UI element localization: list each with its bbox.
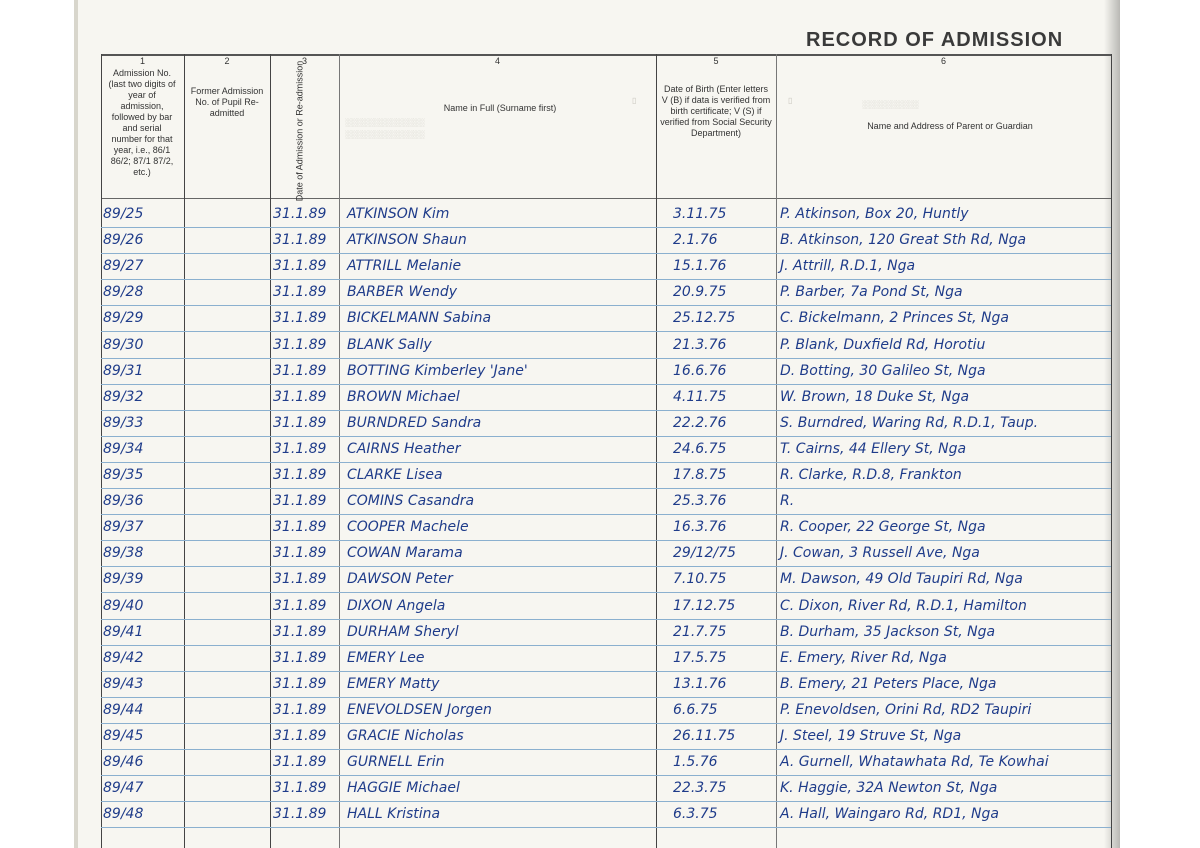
bleed-through-mark: ░░░░░░░░░░ (862, 100, 919, 109)
table-row (101, 646, 1111, 672)
table-row (101, 463, 1111, 489)
admission-date: 31.1.89 (273, 754, 327, 771)
date-of-birth: 13.1.76 (673, 675, 727, 692)
admission-date: 31.1.89 (273, 519, 327, 536)
table-row (101, 567, 1111, 593)
admission-no: 89/42 (103, 649, 144, 666)
pupil-name: COMINS Casandra (347, 493, 475, 510)
admission-date: 31.1.89 (273, 310, 327, 327)
column-number: 5 (713, 56, 719, 66)
date-of-birth: 2.1.76 (673, 232, 718, 249)
date-of-birth: 22.3.75 (673, 780, 727, 797)
admission-no: 89/41 (103, 623, 144, 640)
admission-no: 89/47 (103, 780, 144, 797)
pupil-name: COWAN Marama (347, 545, 463, 562)
admission-date: 31.1.89 (273, 362, 327, 379)
admission-no: 89/27 (103, 258, 144, 275)
table-row (101, 489, 1111, 515)
parent-address: A. Gurnell, Whatawhata Rd, Te Kowhai (780, 754, 1049, 771)
pupil-name: BURNDRED Sandra (347, 414, 482, 431)
date-of-birth: 6.3.75 (673, 806, 718, 823)
pupil-name: GURNELL Erin (347, 754, 445, 771)
parent-address: S. Burndred, Waring Rd, R.D.1, Taup. (780, 414, 1039, 431)
admission-no: 89/44 (103, 701, 144, 718)
pupil-name: GRACIE Nicholas (347, 728, 464, 744)
parent-address: P. Atkinson, Box 20, Huntly (780, 206, 969, 222)
pupil-name: COOPER Machele (347, 519, 469, 536)
column-number: 1 (139, 56, 145, 66)
bleed-through-mark: ▯ (632, 96, 637, 105)
parent-address: P. Enevoldsen, Orini Rd, RD2 Taupiri (780, 701, 1032, 718)
admission-no: 89/32 (103, 388, 144, 405)
table-row (101, 359, 1111, 385)
admission-date: 31.1.89 (273, 284, 327, 301)
parent-address: T. Cairns, 44 Ellery St, Nga (780, 440, 967, 457)
date-of-birth: 6.6.75 (673, 701, 718, 718)
admission-no: 89/26 (103, 232, 144, 249)
table-row (101, 776, 1111, 802)
admission-no: 89/31 (103, 362, 144, 379)
date-of-birth: 17.5.75 (673, 649, 727, 666)
column-heading-former-admission-no: Former Admission No. of Pupil Re-admitted (190, 86, 264, 118)
pupil-name: BROWN Michael (347, 388, 460, 405)
column-number: 4 (494, 56, 500, 66)
admission-date: 31.1.89 (273, 493, 327, 510)
column-heading-parent: Name and Address of Parent or Guardian (867, 121, 1033, 131)
column-rule (1111, 54, 1112, 848)
date-of-birth: 24.6.75 (673, 440, 727, 457)
parent-address: C. Bickelmann, 2 Princes St, Nga (780, 310, 1009, 327)
column-number: 2 (224, 56, 230, 66)
parent-address: P. Blank, Duxfield Rd, Horotiu (780, 336, 986, 353)
admission-no: 89/46 (103, 754, 144, 771)
pupil-name: BLANK Sally (347, 336, 432, 353)
date-of-birth: 25.3.76 (673, 493, 727, 510)
parent-address: J. Cowan, 3 Russell Ave, Nga (780, 545, 980, 562)
table-row (101, 515, 1111, 541)
parent-address: R. Cooper, 22 George St, Nga (780, 519, 986, 536)
parent-address: J. Attrill, R.D.1, Nga (780, 258, 916, 275)
date-of-birth: 26.11.75 (673, 728, 736, 744)
date-of-birth: 29/12/75 (673, 545, 736, 562)
pupil-name: DURHAM Sheryl (347, 623, 459, 640)
date-of-birth: 7.10.75 (673, 571, 727, 588)
admission-no: 89/34 (103, 440, 144, 457)
admission-date: 31.1.89 (273, 258, 327, 275)
admission-no: 89/25 (103, 206, 144, 222)
table-row (101, 202, 1111, 228)
parent-address: P. Barber, 7a Pond St, Nga (780, 284, 963, 301)
admission-no: 89/40 (103, 597, 144, 614)
admission-date: 31.1.89 (273, 701, 327, 718)
column-heading-date-of-birth: Date of Birth (Enter letters V (B) if data is verified from birth certificate; V (S) if verified from Social Security Department) (660, 84, 772, 138)
bleed-through-mark: ░░░░░░░░░░░░░░ (345, 118, 425, 127)
admission-date: 31.1.89 (273, 571, 327, 588)
date-of-birth: 20.9.75 (673, 284, 727, 301)
table-row (101, 541, 1111, 567)
pupil-name: ENEVOLDSEN Jorgen (347, 701, 492, 718)
admission-no: 89/43 (103, 675, 144, 692)
admission-date: 31.1.89 (273, 467, 327, 483)
pupil-name: HAGGIE Michael (347, 780, 460, 797)
admission-no: 89/48 (103, 806, 144, 823)
admission-date: 31.1.89 (273, 414, 327, 431)
bleed-through-mark: ░░░░░░░░░░░░░░ (345, 130, 425, 139)
column-heading-date-admission-wrap (289, 60, 311, 202)
parent-address: W. Brown, 18 Duke St, Nga (780, 388, 970, 405)
admission-no: 89/28 (103, 284, 144, 301)
admission-date: 31.1.89 (273, 232, 327, 249)
column-heading-admission-no: Admission No. (last two digits of year of admission, followed by bar and serial number for that year, i.e., 86/1 86/2; 87/1 87/2, etc.) (108, 68, 176, 177)
admission-date: 31.1.89 (273, 806, 327, 823)
row-rule (101, 827, 1111, 828)
pupil-name: DAWSON Peter (347, 571, 453, 588)
pupil-name: HALL Kristina (347, 806, 441, 823)
parent-address: B. Emery, 21 Peters Place, Nga (780, 675, 997, 692)
admission-no: 89/39 (103, 571, 144, 588)
table-row (101, 306, 1111, 332)
parent-address: E. Emery, River Rd, Nga (780, 649, 947, 666)
column-number: 3 (301, 56, 307, 66)
parent-address: D. Botting, 30 Galileo St, Nga (780, 362, 986, 379)
date-of-birth: 22.2.76 (673, 414, 727, 431)
header-bottom-rule (101, 198, 1111, 199)
pupil-name: EMERY Matty (347, 675, 440, 692)
admission-no: 89/35 (103, 467, 144, 483)
parent-address: B. Atkinson, 120 Great Sth Rd, Nga (780, 232, 1027, 249)
parent-address: C. Dixon, River Rd, R.D.1, Hamilton (780, 597, 1027, 614)
table-row (101, 411, 1111, 437)
table-row (101, 228, 1111, 254)
date-of-birth: 17.8.75 (673, 467, 727, 483)
column-heading-name: Name in Full (Surname first) (443, 103, 557, 113)
table-row (101, 437, 1111, 463)
admission-date: 31.1.89 (273, 545, 327, 562)
date-of-birth: 16.6.76 (673, 362, 727, 379)
table-row (101, 724, 1111, 750)
table-row (101, 698, 1111, 724)
admission-date: 31.1.89 (273, 336, 327, 353)
page-spine (74, 0, 78, 848)
table-row (101, 280, 1111, 306)
admission-no: 89/37 (103, 519, 144, 536)
admission-date: 31.1.89 (273, 728, 327, 744)
admission-date: 31.1.89 (273, 623, 327, 640)
column-number: 6 (940, 56, 946, 66)
admission-date: 31.1.89 (273, 597, 327, 614)
table-row (101, 594, 1111, 620)
admission-no: 89/38 (103, 545, 144, 562)
date-of-birth: 15.1.76 (673, 258, 727, 275)
column-heading-date-admission: Date of Admission or Re-admission (294, 60, 305, 202)
admission-no: 89/30 (103, 336, 144, 353)
page-title: RECORD OF ADMISSION (806, 29, 1064, 51)
pupil-name: ATTRILL Melanie (347, 258, 462, 275)
admission-date: 31.1.89 (273, 649, 327, 666)
parent-address: R. (780, 493, 795, 510)
parent-address: A. Hall, Waingaro Rd, RD1, Nga (780, 806, 999, 823)
admission-no: 89/33 (103, 414, 144, 431)
date-of-birth: 21.3.76 (673, 336, 727, 353)
date-of-birth: 21.7.75 (673, 623, 727, 640)
pupil-name: BICKELMANN Sabina (347, 310, 492, 327)
parent-address: R. Clarke, R.D.8, Frankton (780, 467, 962, 483)
parent-address: J. Steel, 19 Struve St, Nga (780, 728, 962, 744)
date-of-birth: 25.12.75 (673, 310, 736, 327)
pupil-name: ATKINSON Shaun (347, 232, 467, 249)
pupil-name: ATKINSON Kim (347, 206, 450, 222)
date-of-birth: 4.11.75 (673, 388, 727, 405)
admission-date: 31.1.89 (273, 206, 327, 222)
pupil-name: CLARKE Lisea (347, 467, 443, 483)
table-row (101, 254, 1111, 280)
pupil-name: CAIRNS Heather (347, 440, 461, 457)
date-of-birth: 16.3.76 (673, 519, 727, 536)
table-row (101, 620, 1111, 646)
admission-date: 31.1.89 (273, 388, 327, 405)
table-row (101, 385, 1111, 411)
bleed-through-mark: ▯ (788, 96, 793, 105)
table-row (101, 750, 1111, 776)
admission-no: 89/45 (103, 728, 144, 744)
table-row (101, 333, 1111, 359)
parent-address: K. Haggie, 32A Newton St, Nga (780, 780, 998, 797)
date-of-birth: 1.5.76 (673, 754, 718, 771)
date-of-birth: 3.11.75 (673, 206, 727, 222)
admission-no: 89/36 (103, 493, 144, 510)
parent-address: B. Durham, 35 Jackson St, Nga (780, 623, 996, 640)
parent-address: M. Dawson, 49 Old Taupiri Rd, Nga (780, 571, 1023, 588)
date-of-birth: 17.12.75 (673, 597, 736, 614)
table-row (101, 802, 1111, 828)
table-row (101, 672, 1111, 698)
pupil-name: DIXON Angela (347, 597, 446, 614)
admission-date: 31.1.89 (273, 440, 327, 457)
pupil-name: BARBER Wendy (347, 284, 458, 301)
pupil-name: BOTTING Kimberley 'Jane' (347, 362, 528, 379)
admission-no: 89/29 (103, 310, 144, 327)
admission-date: 31.1.89 (273, 780, 327, 797)
pupil-name: EMERY Lee (347, 649, 425, 666)
admission-date: 31.1.89 (273, 675, 327, 692)
